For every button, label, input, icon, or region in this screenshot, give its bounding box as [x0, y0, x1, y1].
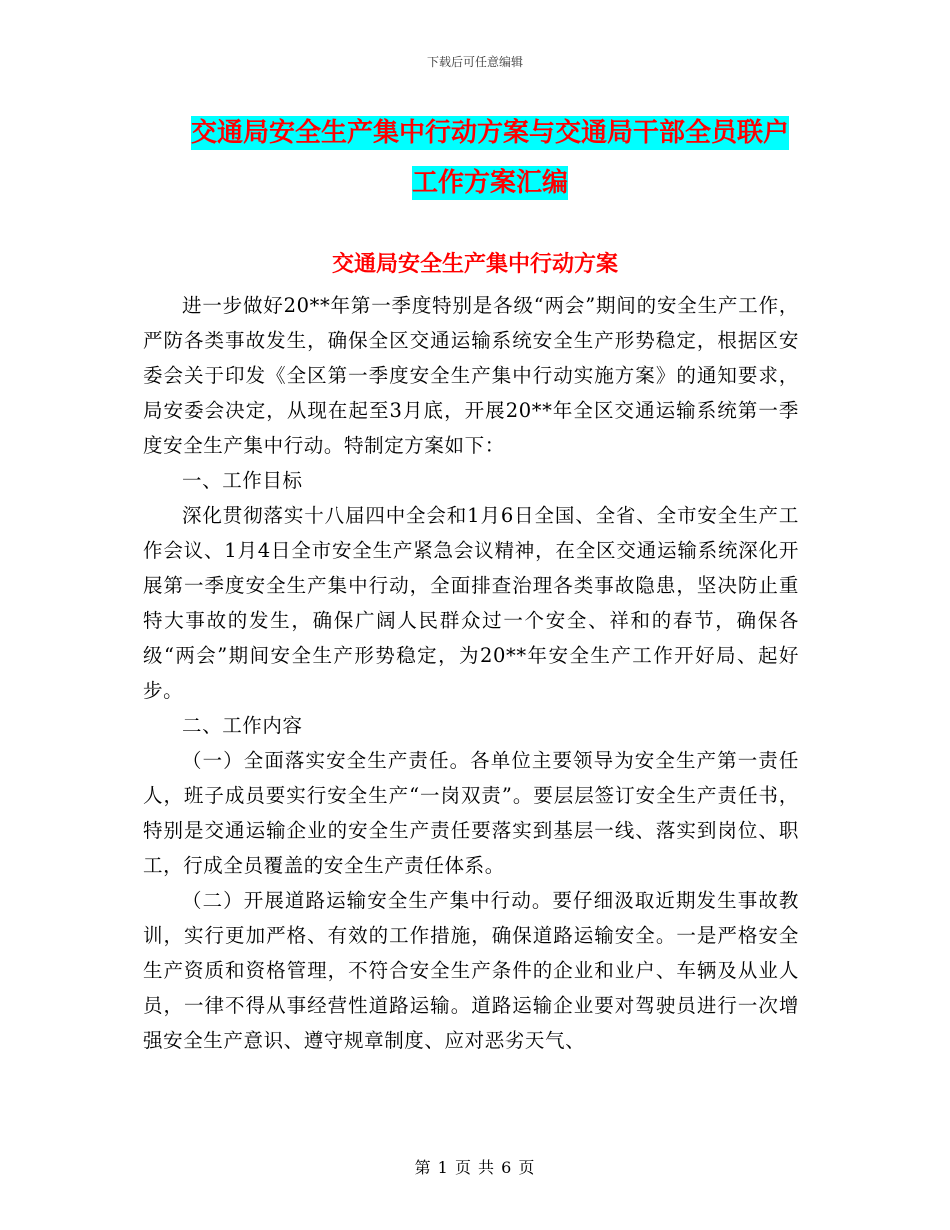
heading-work-content: 二、工作内容	[182, 714, 303, 737]
page-footer: 第 1 页 共 6 页	[414, 1158, 536, 1177]
paragraph-intro: 进一步做好20**年第一季度特别是各级“两会”期间的安全生产工作，严防各类事故发生，确保全区交通运输系统安全生产形势稳定，根据区安委会关于印发《全区第一季度安全生产集中行动实施方案》的通知要求，局安委会决定，从现在起至3月底，开展20**年全区交通运输系统第一季度安全生产集中行动。特制定方案如下：	[143, 294, 799, 457]
document-title-line1: 交通局安全生产集中行动方案与交通局干部全员联户	[190, 118, 789, 148]
section-title: 交通局安全生产集中行动方案	[331, 252, 618, 277]
header-note: 下载后可任意编辑	[426, 55, 523, 69]
heading-work-goal: 一、工作目标	[182, 469, 303, 492]
paragraph-work-goal: 深化贯彻落实十八届四中全会和1月6日全国、全省、全市安全生产工作会议、1月4日全市安全生产紧急会议精神，在全区交通运输系统深化开展第一季度安全生产集中行动，全面排查治理各类事故隐患，坚决防止重特大事故的发生，确保广阔人民群众过一个安全、祥和的春节，确保各级“两会”期间安全生产形势稳定，为20**年安全生产工作开好局、起好步。	[143, 504, 799, 702]
body-text	[143, 288, 799, 1058]
paragraph-item-2: （二）开展道路运输安全生产集中行动。要仔细汲取近期发生事故教训，实行更加严格、有效的工作措施，确保道路运输安全。一是严格安全生产资质和资格管理，不符合安全生产条件的企业和业户、车辆及从业人员，一律不得从事经营性道路运输。道路运输企业要对驾驶员进行一次增强安全生产意识、遵守规章制度、应对恶劣天气、	[143, 889, 799, 1052]
paragraph-item-1: （一）全面落实安全生产责任。各单位主要领导为安全生产第一责任人，班子成员要实行安全生产“一岗双责”。要层层签订安全生产责任书，特别是交通运输企业的安全生产责任要落实到基层一线、落实到岗位、职工，行成全员覆盖的安全生产责任体系。	[143, 749, 799, 877]
document-title	[160, 108, 820, 208]
document-title-line2: 工作方案汇编	[411, 168, 568, 198]
